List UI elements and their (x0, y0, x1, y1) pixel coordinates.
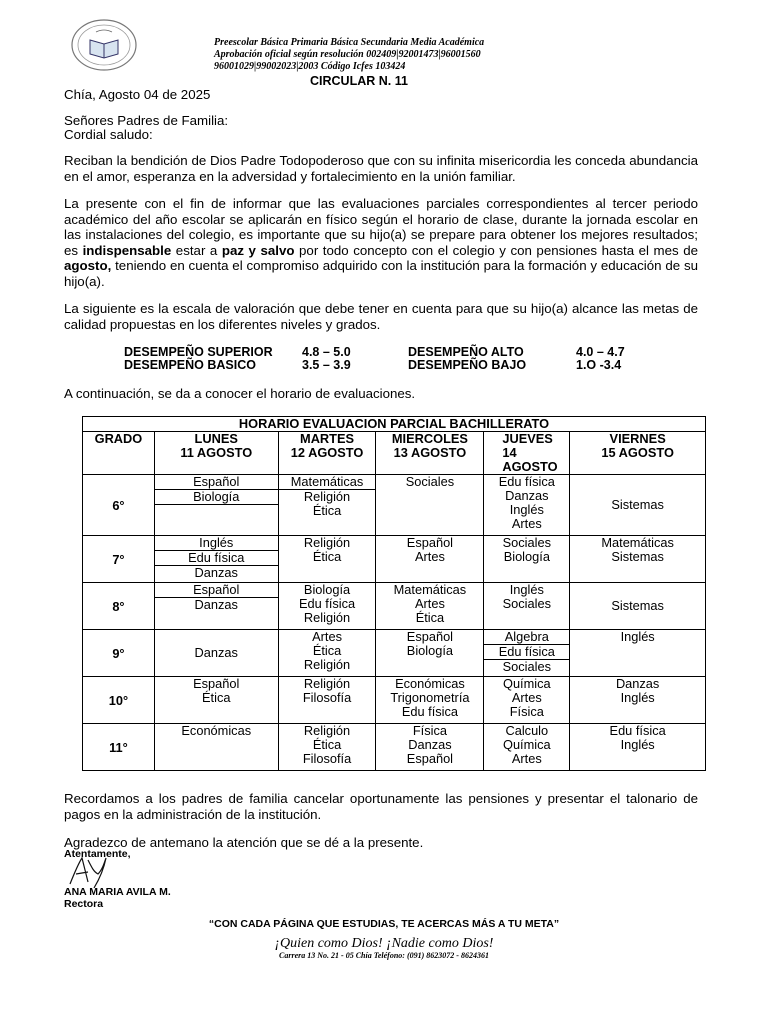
footer-motto: ¡Quien como Dios! ¡Nadie como Dios! (274, 936, 494, 951)
subject-item: Edu física (401, 704, 459, 719)
subject-cell (484, 536, 570, 583)
paragraph-reminder: Recordamos a los padres de familia cancelar oportunamente las pensiones y presentar el talonario de pagos en la administración de la institución. (64, 791, 698, 822)
grade-cell: 10° (83, 677, 155, 724)
subject-item: Religión (303, 657, 351, 672)
column-header: VIERNES 15 AGOSTO (570, 432, 706, 475)
subject-item: Biología (503, 549, 550, 564)
subject-item: Artes (414, 549, 445, 564)
subject-item: Sociales (502, 535, 551, 550)
subject-item: Ética (202, 690, 231, 705)
subject-item: Química (502, 676, 551, 691)
subject-item (155, 505, 278, 519)
scale-basico-range: 3.5 – 3.9 (302, 358, 351, 372)
circular-title: CIRCULAR N. 11 (310, 74, 408, 88)
subject-item: Español (406, 751, 454, 766)
subject-item: Biología (155, 490, 278, 505)
grade-cell: 9° (83, 630, 155, 677)
subject-item: Filosofía (302, 751, 352, 766)
subject-item: Económicas (395, 676, 465, 691)
subject-item: Español (155, 475, 278, 490)
grade-cell: 8° (83, 583, 155, 630)
subject-cell (570, 583, 706, 630)
approval-line-2: 96001029|99002023|2003 Código Icfes 103424 (214, 61, 406, 72)
subject-item: Inglés (155, 536, 278, 551)
subject-cell (278, 724, 376, 771)
subject-cell (570, 677, 706, 724)
school-levels: Preescolar Básica Primaria Básica Secundaria Media Académica (214, 37, 485, 48)
exam-schedule-table (82, 416, 706, 771)
subject-item: Danzas (408, 737, 452, 752)
subject-cell (278, 536, 376, 583)
subject-item: Artes (511, 516, 542, 531)
subject-cell (376, 475, 484, 536)
subject-cell (484, 583, 570, 630)
signer-role: Rectora (64, 898, 104, 910)
subject-item: Artes (511, 690, 542, 705)
subject-item: Sociales (502, 659, 551, 674)
paragraph-schedule-intro: A continuación, se da a conocer el horario de evaluaciones. (64, 386, 416, 401)
subject-item: Religión (303, 676, 351, 691)
closing: Atentamente, (64, 848, 131, 860)
scale-bajo-range: 1.O -3.4 (576, 358, 622, 372)
subject-item: Inglés (620, 737, 655, 752)
scale-basico-label: DESEMPEÑO BASICO (124, 358, 256, 372)
subject-item: Sistemas (611, 497, 664, 512)
letter-recipient: Señores Padres de Familia: (64, 113, 229, 128)
subject-item: Español (155, 583, 278, 598)
subject-cell (278, 677, 376, 724)
subject-item: Inglés (509, 502, 544, 517)
subject-cell (484, 630, 570, 677)
subject-item: Sociales (502, 596, 551, 611)
paragraph-thanks: Agradezco de antemano la atención que se dé a la presente. (64, 835, 424, 850)
subject-item: Edu física (155, 551, 278, 566)
subject-item: Español (406, 629, 454, 644)
subject-cell (154, 677, 278, 724)
subject-item: Inglés (620, 690, 655, 705)
approval-line: Aprobación oficial según resolución 002409|92001473|96001560 (214, 49, 481, 60)
subject-item: Ética (312, 737, 342, 752)
column-header: LUNES 11 AGOSTO (154, 432, 278, 475)
subject-item: Español (193, 676, 240, 691)
subject-item: Física (509, 704, 544, 719)
subject-item: Química (502, 737, 551, 752)
signer-name: ANA MARIA AVILA M. (64, 886, 171, 898)
handwritten-signature (66, 854, 112, 890)
subject-cell (154, 630, 278, 677)
subject-item: Religión (303, 535, 351, 550)
subject-item: Filosofía (302, 690, 352, 705)
subject-item: Algebra (484, 630, 569, 645)
subject-cell (376, 536, 484, 583)
subject-item: Ética (312, 503, 342, 518)
table-row (83, 536, 706, 583)
subject-item: Física (412, 723, 447, 738)
subject-cell (154, 475, 278, 536)
subject-item: Matemáticas (601, 535, 674, 550)
subject-item: Religión (303, 723, 351, 738)
subject-item: Sociales (405, 474, 455, 489)
subject-cell (570, 536, 706, 583)
subject-item: Edu física (609, 723, 666, 738)
subject-item: Danzas (194, 565, 238, 580)
subject-cell (484, 724, 570, 771)
subject-item: Biología (303, 582, 351, 597)
subject-item: Ética (312, 549, 342, 564)
subject-item: Danzas (505, 488, 549, 503)
subject-cell (570, 630, 706, 677)
subject-item: Sistemas (611, 549, 664, 564)
footer-quote: “CON CADA PÁGINA QUE ESTUDIAS, TE ACERCAS MÁS A TU META” (208, 918, 560, 930)
subject-item: Matemáticas (279, 475, 376, 490)
column-header: MARTES 12 AGOSTO (278, 432, 376, 475)
subject-item: Sistemas (611, 598, 664, 613)
letter-greeting: Cordial saludo: (64, 127, 153, 142)
column-header: JUEVES 14 AGOSTO (484, 432, 570, 475)
grade-cell: 11° (83, 724, 155, 771)
subject-item: Edu física (484, 645, 569, 660)
subject-item: Español (406, 535, 454, 550)
footer-address: Carrera 13 No. 21 - 05 Chía Teléfono: (091) 8623072 - 8624361 (279, 951, 489, 960)
column-header: MIERCOLES 13 AGOSTO (376, 432, 484, 475)
table-row (83, 630, 706, 677)
subject-item: Artes (414, 596, 445, 611)
subject-item: Danzas (615, 676, 660, 691)
table-row (83, 724, 706, 771)
subject-cell (376, 583, 484, 630)
subject-item: Religión (303, 489, 351, 504)
subject-item: Danzas (194, 597, 238, 612)
subject-cell (484, 475, 570, 536)
subject-item: Trigonometría (390, 690, 470, 705)
subject-cell (376, 724, 484, 771)
subject-item: Artes (312, 629, 342, 644)
table-row (83, 677, 706, 724)
subject-item: Ética (415, 610, 445, 625)
paragraph-scale-intro: La siguiente es la escala de valoración que debe tener en cuenta para que su hijo(a) alcance las metas de calidad propuestas en los diferentes niveles y grados. (64, 301, 698, 332)
subject-cell (278, 583, 376, 630)
subject-cell (154, 583, 278, 630)
subject-cell (278, 630, 376, 677)
subject-item: Económicas (181, 723, 252, 738)
subject-item: Artes (511, 751, 542, 766)
subject-item: Inglés (620, 629, 655, 644)
subject-cell (570, 475, 706, 536)
subject-item: Biología (406, 643, 454, 658)
subject-cell (278, 475, 376, 536)
scale-superior-range: 4.8 – 5.0 (302, 345, 351, 359)
table-row (83, 475, 706, 536)
grade-cell: 7° (83, 536, 155, 583)
scale-alto-range: 4.0 – 4.7 (576, 345, 625, 359)
subject-cell (376, 630, 484, 677)
scale-alto-label: DESEMPEÑO ALTO (408, 345, 524, 359)
subject-cell (376, 677, 484, 724)
paragraph-information: La presente con el fin de informar que las evaluaciones parciales correspondientes al tercer periodo académico del año escolar se aplicarán en físico según el horario de clase, durante la jornada escolar en las instalaciones del colegio, es importante que su hijo(a) se prepare para obtener los mejores resultados; es indispensable estar a paz y salvo por todo concepto con el colegio y con pensiones hasta el mes de agosto, teniendo en cuenta el compromiso adquirido con la institución para la formación y educación de su hijo(a). (64, 196, 699, 289)
subject-item: Religión (303, 610, 351, 625)
subject-item: Edu física (298, 596, 356, 611)
subject-item: Ética (312, 643, 342, 658)
grade-cell: 6° (83, 475, 155, 536)
subject-cell (570, 724, 706, 771)
school-seal-book-icon (70, 18, 138, 72)
table-title: HORARIO EVALUACION PARCIAL BACHILLERATO (83, 417, 706, 432)
subject-cell (154, 724, 278, 771)
column-header: GRADO (83, 432, 155, 475)
table-row (83, 583, 706, 630)
subject-cell (154, 536, 278, 583)
subject-cell (484, 677, 570, 724)
subject-item: Edu física (498, 474, 555, 489)
paragraph-blessing: Reciban la bendición de Dios Padre Todopoderoso que con su infinita misericordia les conceda abundancia en el amor, esperanza en la adversidad y fortalecimiento en la unión familiar. (64, 153, 698, 184)
letter-date: Chía, Agosto 04 de 2025 (64, 87, 211, 102)
subject-item: Matemáticas (393, 582, 467, 597)
scale-bajo-label: DESEMPEÑO BAJO (408, 358, 527, 372)
subject-item: Inglés (509, 582, 544, 597)
subject-item: Danzas (194, 645, 238, 660)
subject-item: Calculo (505, 723, 549, 738)
scale-superior-label: DESEMPEÑO SUPERIOR (124, 345, 273, 359)
